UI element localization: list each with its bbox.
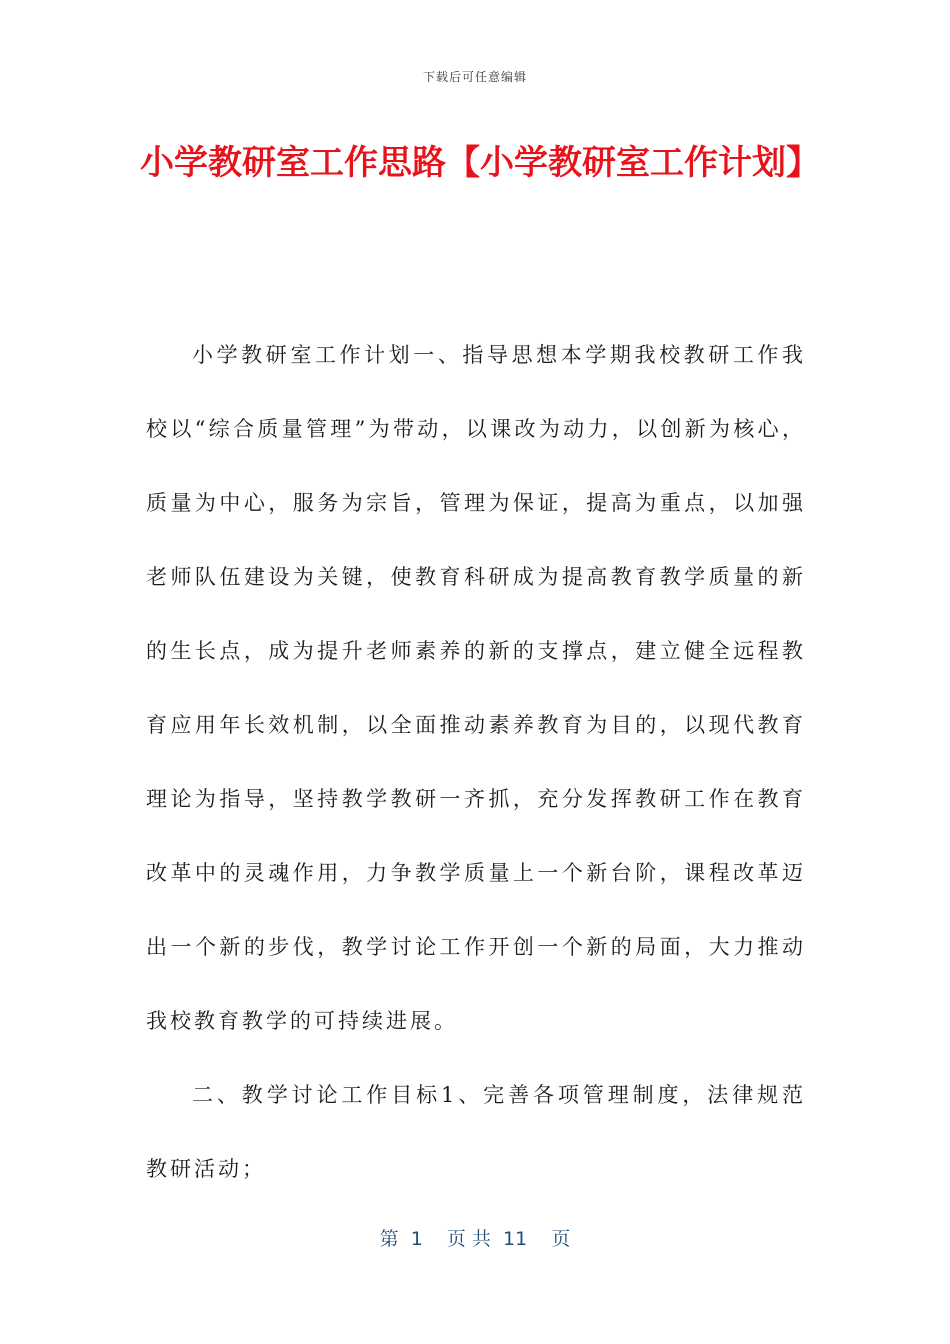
page-number-footer: 第 1 页 共 11 页 bbox=[379, 1228, 571, 1250]
document-title: 小学教研室工作思路【小学教研室工作计划】 bbox=[140, 143, 820, 183]
document-body bbox=[146, 318, 806, 1206]
paragraph-1: 小学教研室工作计划一、指导思想本学期我校教研工作我校以“综合质量管理”为带动，以课改为动力，以创新为核心，质量为中心，服务为宗旨，管理为保证，提高为重点，以加强老师队伍建设为关键，使教育科研成为提高教育教学质量的新的生长点，成为提升老师素养的新的支撑点，建立健全远程教育应用年长效机制，以全面推动素养教育为目的，以现代教育理论为指导，坚持教学教研一齐抓，充分发挥教研工作在教育改革中的灵魂作用，力争教学质量上一个新台阶，课程改革迈出一个新的步伐，教学讨论工作开创一个新的局面，大力推动我校教育教学的可持续进展。 bbox=[146, 343, 806, 1033]
header-note: 下载后可任意编辑 bbox=[422, 70, 527, 84]
paragraph-2: 二、教学讨论工作目标1、完善各项管理制度，法律规范教研活动； bbox=[146, 1083, 806, 1181]
